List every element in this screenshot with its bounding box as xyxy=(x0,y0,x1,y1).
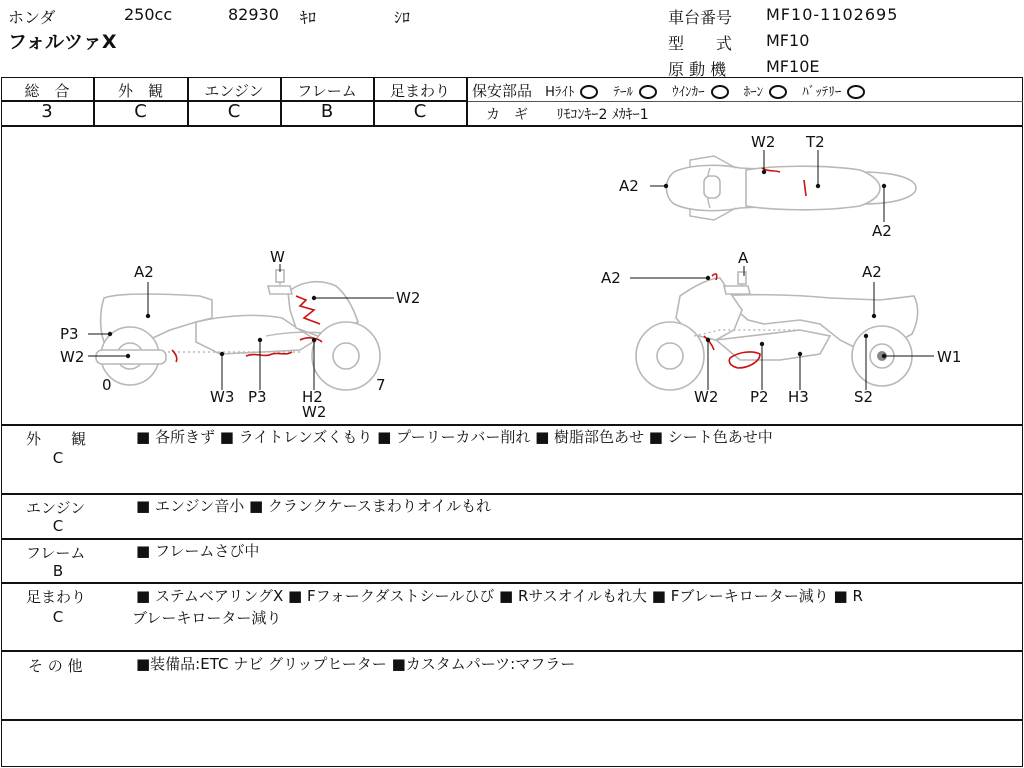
section-label: エンジン xyxy=(26,499,86,517)
section-text: ■ 各所きず ■ ライトレンズくもり ■ プーリーカバー削れ ■ 樹脂部色あせ ■ シート色あせ中 xyxy=(136,428,773,446)
grade-label-exterior: 外 観 xyxy=(117,82,163,100)
callout-w2: W2 xyxy=(302,403,327,421)
scooter-right-view xyxy=(636,272,918,390)
section-grade: C xyxy=(52,608,64,626)
section-label: 外 観 xyxy=(26,430,87,448)
callout-a2: A2 xyxy=(134,263,154,281)
section-rule-5 xyxy=(1,719,1023,721)
callout-w2: W2 xyxy=(60,348,85,366)
safety-item-battery: ﾊﾞｯﾃﾘｰ xyxy=(802,85,842,100)
section-text: ■ フレームさび中 xyxy=(136,542,260,560)
section-grade: C xyxy=(52,449,64,467)
callout-a2: A2 xyxy=(862,263,882,281)
callout-a2: A2 xyxy=(872,222,892,240)
frame-no: MF10-1102695 xyxy=(766,5,899,24)
safety-item-horn: ﾎｰﾝ xyxy=(743,85,764,100)
callout-w2: W2 xyxy=(694,388,719,406)
section-text: ■ エンジン音小 ■ クランクケースまわりオイルもれ xyxy=(136,497,492,515)
status-circle-icon xyxy=(580,85,598,99)
safety-divider xyxy=(467,101,1023,102)
grade-label-frame: フレーム xyxy=(297,82,357,100)
grade-value-engine: C xyxy=(227,101,241,122)
safety-item-tail: ﾃｰﾙ xyxy=(613,85,633,100)
callout-a2: A2 xyxy=(619,177,639,195)
callout-seven: 7 xyxy=(376,376,386,394)
key-row xyxy=(486,104,649,124)
damage-diagram xyxy=(0,126,1024,424)
type-value: MF10 xyxy=(766,31,810,50)
status-circle-icon xyxy=(639,85,657,99)
grade-col-5 xyxy=(466,77,468,125)
callout-h2: H2 xyxy=(302,388,323,406)
section-label: フレーム xyxy=(26,544,86,562)
callout-w1: W1 xyxy=(937,348,962,366)
mileage: 82930 xyxy=(228,5,279,24)
type-label: 型 式 xyxy=(668,34,733,53)
callout-p2: P2 xyxy=(750,388,769,406)
section-label: そ の 他 xyxy=(28,657,83,675)
section-rule-4 xyxy=(1,650,1023,652)
callout-p3: P3 xyxy=(60,325,79,343)
status-circle-icon xyxy=(847,85,865,99)
safety-parts xyxy=(472,80,865,101)
color: ｼﾛ xyxy=(394,8,411,27)
mileage-unit: ｷﾛ xyxy=(300,8,317,27)
callout-w2: W2 xyxy=(396,289,421,307)
section-grade: C xyxy=(52,517,64,535)
grade-value-suspension: C xyxy=(413,101,427,122)
grade-label-overall: 総 合 xyxy=(24,82,70,100)
frame-no-label: 車台番号 xyxy=(668,8,733,27)
section-grade: B xyxy=(52,562,64,580)
grade-value-frame: B xyxy=(320,101,334,122)
key-value: ﾘﾓｺﾝｷｰ2 ﾒｶｷｰ1 xyxy=(556,107,649,123)
scooter-left-view xyxy=(96,270,380,390)
callout-w2: W2 xyxy=(751,133,776,151)
grade-value-exterior: C xyxy=(134,101,147,122)
callout-a2: A2 xyxy=(601,269,621,287)
callout-w: W xyxy=(270,248,285,266)
key-label: カ ギ xyxy=(486,107,528,123)
grade-label-suspension: 足まわり xyxy=(389,82,450,100)
grade-value-overall: 3 xyxy=(41,101,53,122)
callout-p3: P3 xyxy=(248,388,267,406)
model-name: フォルツァX xyxy=(8,31,117,53)
grade-label-engine: エンジン xyxy=(204,82,264,100)
section-text: ■ ステムベアリングX ■ Fフォークダストシールひび ■ Rサスオイルもれ大 ■ Fブレーキローター減り ■ R xyxy=(136,587,863,605)
callout-s2: S2 xyxy=(854,388,874,406)
safety-item-headlight: Hﾗｲﾄ xyxy=(545,85,575,100)
status-circle-icon xyxy=(769,85,787,99)
callout-zero: 0 xyxy=(102,376,112,394)
section-rule-3 xyxy=(1,582,1023,584)
callout-w3: W3 xyxy=(210,388,235,406)
section-text-cont: ブレーキローター減り xyxy=(132,609,282,627)
engine-value: MF10E xyxy=(766,57,820,76)
scooter-top-view xyxy=(667,156,917,220)
callout-t2: T2 xyxy=(806,133,825,151)
callout-h3: H3 xyxy=(788,388,809,406)
safety-label: 保安部品 xyxy=(472,82,533,100)
displacement: 250cc xyxy=(124,5,173,24)
section-text: ■装備品:ETC ナビ グリップヒーター ■カスタムパーツ:マフラー xyxy=(136,655,576,673)
safety-item-winker: ｳｲﾝｶｰ xyxy=(672,85,705,100)
callout-a: A xyxy=(738,249,749,267)
engine-label: 原 動 機 xyxy=(668,60,727,79)
status-circle-icon xyxy=(711,85,729,99)
section-label: 足まわり xyxy=(26,588,87,606)
maker: ホンダ xyxy=(8,8,56,27)
